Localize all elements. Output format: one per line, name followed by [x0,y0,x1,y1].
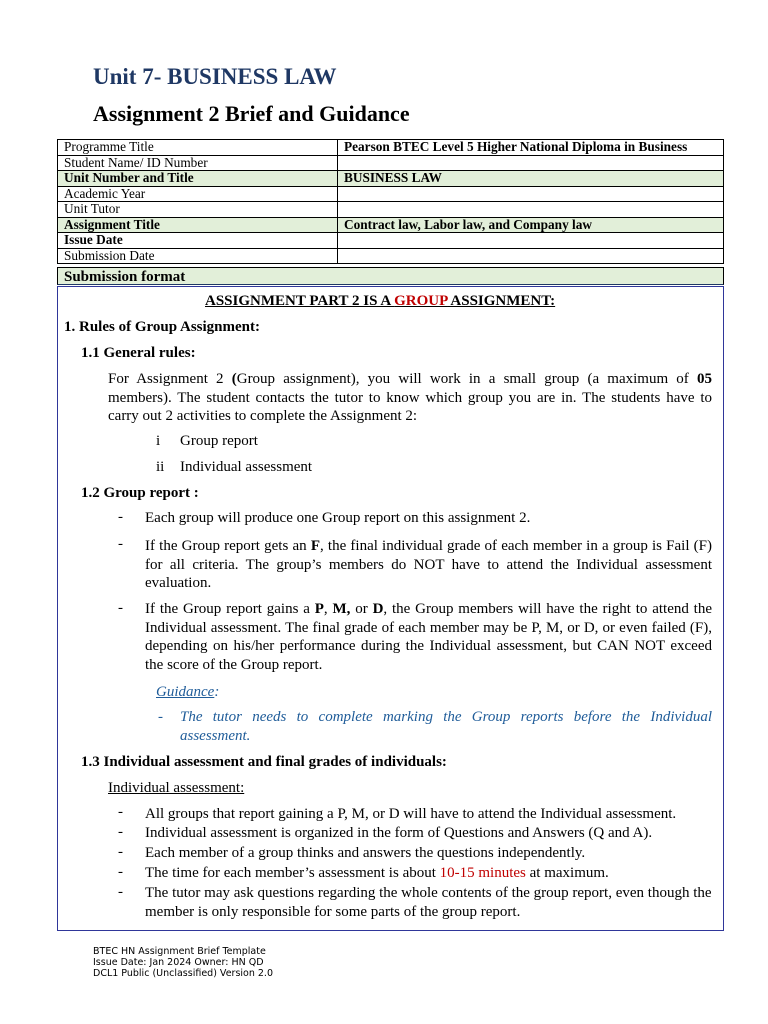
group-report-rule-3 [145,600,712,675]
ia4-post: at maximum. [525,865,609,881]
table-row [58,233,724,249]
issue-date-label: Issue Date [58,233,338,249]
submission-format-heading: Submission format [57,267,724,285]
gr3-post: , the Group members will have the right to attend the Individual assessment. The final grade of each member may be P, M, or D, or even failed (F), depending on his/her performance during the Individual assessment, but CAN NOT exceed the score of the Group report. [145,601,712,674]
student-label: Student Name/ ID Number [58,155,338,171]
bullet-dash: - [118,804,123,820]
guidance-dash: - [158,709,163,725]
issue-date-value [338,233,724,249]
programme-title-label: Programme Title [58,140,338,156]
document-title: Assignment 2 Brief and Guidance [93,101,410,126]
bullet-dash: - [118,536,123,552]
table-row [58,202,724,218]
gr2-grade: F [310,538,320,554]
gen-post: members). The student contacts the tutor to know which group you are in. The students have to carry out 2 activities to complete the Assignment 2: [108,389,712,425]
activity-1-text: Group report [180,433,258,449]
unit-label: Unit Number and Title [58,171,338,187]
bullet-dash: - [118,600,123,616]
gen-paren: ( [231,371,237,387]
assignment-title-value: Contract law, Labor law, and Company law [338,217,724,233]
headline-group: GROUP [394,293,448,309]
gr2-post: , the final individual grade of each member in a group is Fail (F) for all criteria. The group’s members do NOT have to attend the Individual assessment evaluation. [145,538,713,592]
student-value [338,155,724,171]
unit-tutor-label: Unit Tutor [58,202,338,218]
bullet-dash: - [118,844,123,860]
gen-mid: Group assignment), you will work in a small group (a maximum of [236,371,697,387]
ia-rule-3: Each member of a group thinks and answers the questions independently. [145,845,586,861]
submission-date-label: Submission Date [58,248,338,264]
ia4-time: 10-15 minutes [439,865,526,881]
bullet-dash: - [118,509,123,525]
guidance-colon: : [214,684,220,700]
table-row [58,217,724,233]
ia-rule-5: The tutor may ask questions regarding the whole contents of the group report, even though the member is only responsible for some parts of the group report. [145,885,712,920]
ia-rule-4 [145,864,609,883]
section-1-heading: 1. Rules of Group Assignment: [64,319,260,335]
footer-classification: DCL1 Public (Unclassified) Version 2.0 [93,968,273,979]
footer-issue: Issue Date: Jan 2024 Owner: HN QD [93,957,264,968]
guidance-label: Guidance [156,684,215,700]
gr3-m: M, [332,601,351,617]
general-rules-paragraph [108,370,712,426]
ia-rule-1: All groups that report gaining a P, M, or D will have to attend the Individual assessment. [145,806,677,822]
table-row [58,140,724,156]
academic-year-label: Academic Year [58,186,338,202]
ia4-pre: The time for each member’s assessment is about [145,865,440,881]
table-row [58,248,724,264]
table-row [58,171,724,187]
table-row [58,186,724,202]
gr3-c1: , [323,601,333,617]
unit-value: BUSINESS LAW [338,171,724,187]
table-row [58,155,724,171]
bullet-dash: - [118,884,123,900]
activity-2-text: Individual assessment [180,459,313,475]
unit-title: Unit 7- BUSINESS LAW [93,64,337,89]
bullet-dash: - [118,864,123,880]
guidance-heading [156,683,219,702]
individual-assessment-heading: Individual assessment: [108,780,245,796]
headline-post: ASSIGNMENT: [447,293,556,309]
gen-num: 05 [696,371,712,387]
footer-template: BTEC HN Assignment Brief Template [93,946,266,957]
ia-rule-2: Individual assessment is organized in the form of Questions and Answers (Q and A). [145,825,653,841]
bullet-dash: - [118,824,123,840]
submission-date-value [338,248,724,264]
activity-1-number: i [156,433,161,449]
academic-year-value [338,186,724,202]
gr3-or: or [350,601,373,617]
section-1-2-heading: 1.2 Group report : [81,485,199,501]
assignment-title-label: Assignment Title [58,217,338,233]
group-report-rule-2 [145,537,712,593]
programme-title-value: Pearson BTEC Level 5 Higher National Diploma in Business [338,140,724,156]
gr2-pre: If the Group report gets an [145,538,311,554]
unit-tutor-value [338,202,724,218]
assignment-headline [205,292,555,311]
guidance-text: The tutor needs to complete marking the Group reports before the Individual assessment. [180,709,712,744]
headline-pre: ASSIGNMENT PART 2 IS A [205,293,395,309]
activity-2-number: ii [156,459,165,475]
gr3-d: D [372,601,384,617]
gen-pre: For Assignment 2 [108,371,232,387]
section-1-1-heading: 1.1 General rules: [81,345,196,361]
group-report-rule-1: Each group will produce one Group report on this assignment 2. [145,510,531,526]
gr3-p: P [314,601,324,617]
gr3-pre: If the Group report gains a [145,601,315,617]
section-1-3-heading: 1.3 Individual assessment and final grades of individuals: [81,754,447,770]
assignment-info-table [57,139,724,264]
